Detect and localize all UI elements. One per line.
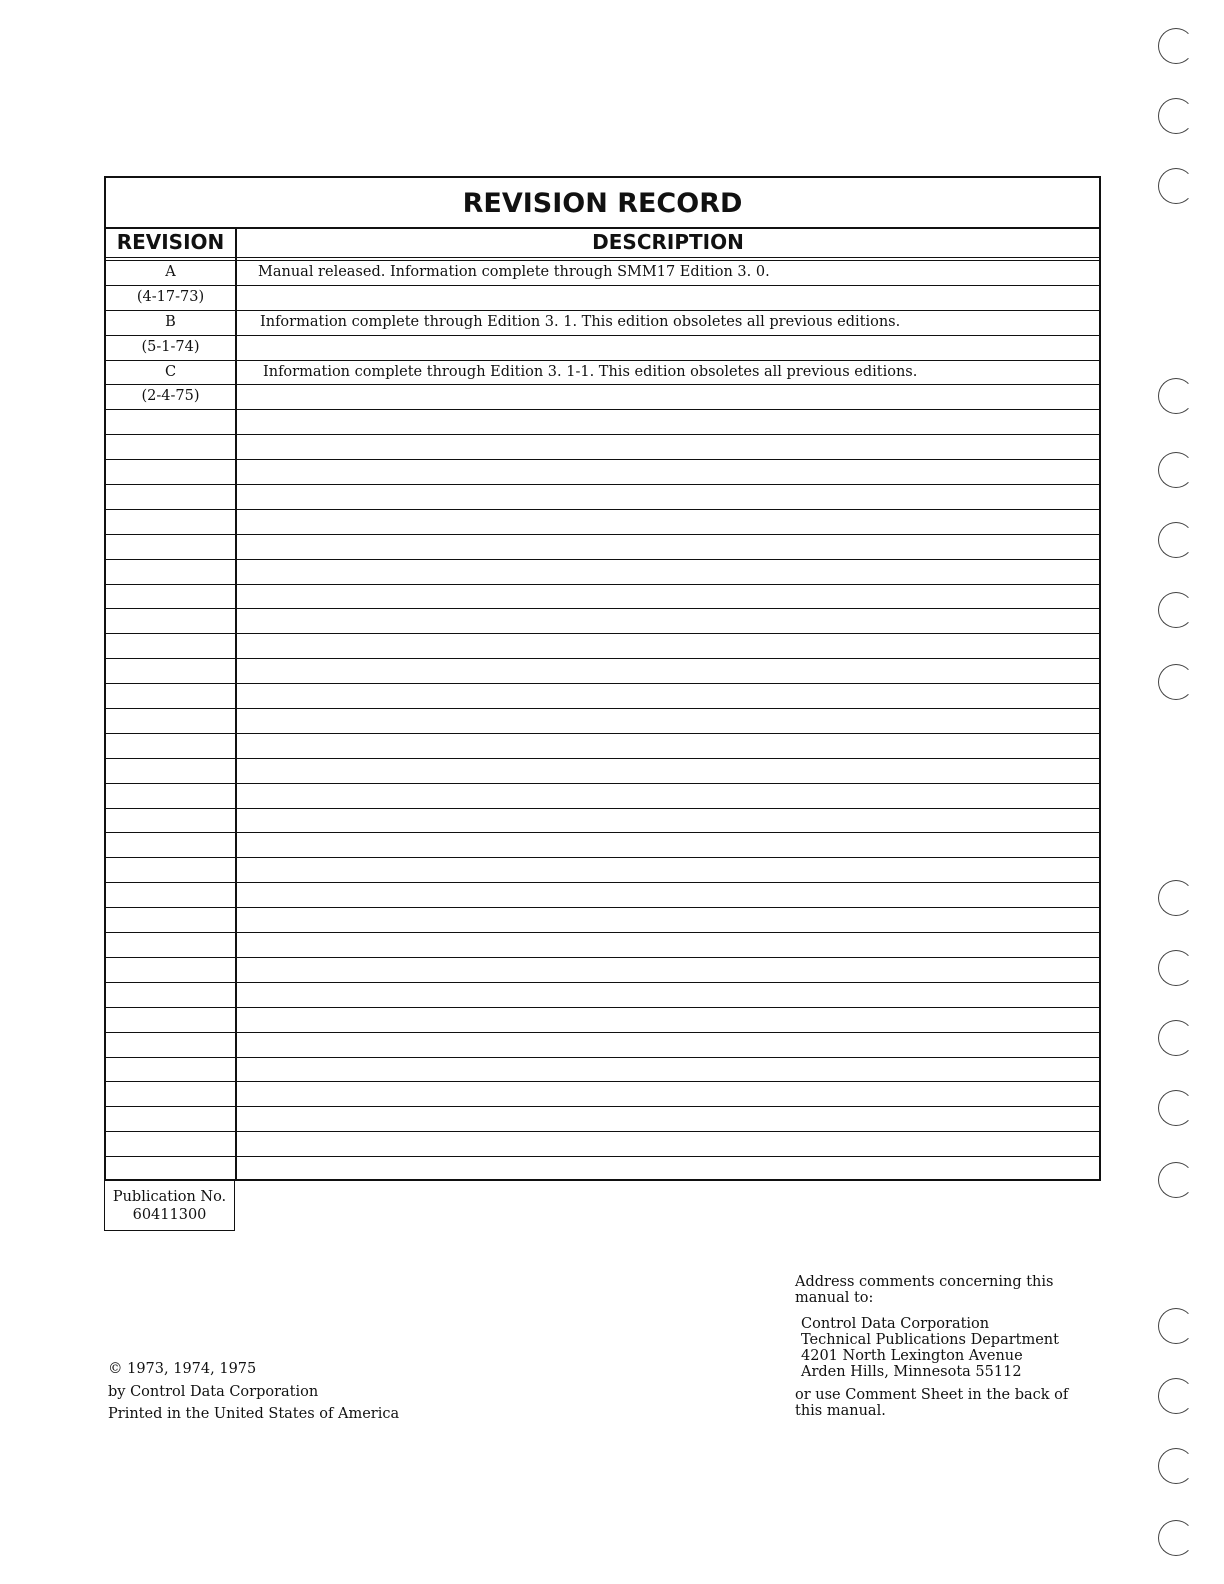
table-row [106, 1132, 1099, 1157]
table-row [106, 261, 1099, 286]
table-row [106, 784, 1099, 809]
table-row [106, 659, 1099, 684]
address-org: Control Data Corporation [801, 1316, 990, 1332]
binder-hole [1158, 452, 1194, 488]
table-row [106, 286, 1099, 311]
revision-cell: C [164, 363, 177, 380]
address-street: 4201 North Lexington Avenue [801, 1348, 1023, 1364]
mailing-address [801, 1316, 1115, 1380]
publication-number-box [104, 1181, 235, 1231]
binder-hole [1158, 592, 1194, 628]
binder-hole [1158, 98, 1194, 134]
binder-hole [1158, 28, 1194, 64]
binder-hole [1158, 1520, 1194, 1556]
table-row [106, 385, 1099, 410]
binder-hole [1158, 1090, 1194, 1126]
table-row [106, 311, 1099, 336]
revision-rows [106, 261, 1099, 1182]
description-column-header: DESCRIPTION [592, 230, 744, 254]
table-row [106, 958, 1099, 983]
table-row [106, 1157, 1099, 1182]
binder-hole [1158, 950, 1194, 986]
table-row [106, 410, 1099, 435]
revision-column-header: REVISION [116, 230, 225, 254]
table-row [106, 435, 1099, 460]
table-row [106, 336, 1099, 361]
publication-label: Publication No. [112, 1189, 227, 1205]
address-dept: Technical Publications Department [801, 1332, 1059, 1348]
table-row [106, 809, 1099, 834]
table-row [106, 535, 1099, 560]
table-row [106, 734, 1099, 759]
printed-in: Printed in the United States of America [108, 1406, 400, 1422]
address-city: Arden Hills, Minnesota 55112 [801, 1364, 1022, 1380]
copyright-block [108, 1358, 399, 1426]
binder-hole [1158, 378, 1194, 414]
revision-record-title: REVISION RECORD [106, 178, 1099, 229]
address-intro-line: Address comments concerning this [795, 1274, 1054, 1290]
binder-hole [1158, 168, 1194, 204]
table-row [106, 609, 1099, 634]
address-intro-line: manual to: [795, 1290, 874, 1306]
revision-cell: (4-17-73) [136, 288, 205, 305]
publication-number: 60411300 [132, 1207, 207, 1223]
binder-holes [1150, 0, 1210, 1584]
table-row [106, 361, 1099, 386]
table-row [106, 560, 1099, 585]
revision-cell: (2-4-75) [141, 388, 200, 405]
table-row [106, 1058, 1099, 1083]
table-row [106, 1107, 1099, 1132]
table-row [106, 833, 1099, 858]
table-row [106, 908, 1099, 933]
binder-hole [1158, 1448, 1194, 1484]
table-row [106, 983, 1099, 1008]
revision-record-table [104, 176, 1101, 1181]
table-row [106, 1082, 1099, 1107]
copyright-holder: by Control Data Corporation [108, 1383, 319, 1400]
binder-hole [1158, 880, 1194, 916]
table-row [106, 634, 1099, 659]
table-row [106, 1008, 1099, 1033]
table-row [106, 858, 1099, 883]
description-cell: Information complete through Edition 3. 1. This edition obsoletes all previous editions. [260, 313, 901, 330]
table-row [106, 1033, 1099, 1058]
table-row [106, 485, 1099, 510]
table-row [106, 460, 1099, 485]
table-row [106, 585, 1099, 610]
address-outro-line: this manual. [795, 1403, 886, 1419]
address-outro-line: or use Comment Sheet in the back of [795, 1387, 1069, 1403]
binder-hole [1158, 1020, 1194, 1056]
description-cell: Information complete through Edition 3. 1-1. This edition obsoletes all previous editions. [263, 363, 918, 380]
table-row [106, 883, 1099, 908]
table-row [106, 684, 1099, 709]
table-row [106, 933, 1099, 958]
revision-cell: B [165, 313, 176, 330]
address-block [795, 1274, 1115, 1419]
description-cell: Manual released. Information complete through SMM17 Edition 3. 0. [258, 264, 770, 280]
revision-cell: (5-1-74) [141, 338, 200, 355]
table-row [106, 759, 1099, 784]
binder-hole [1158, 1308, 1194, 1344]
binder-hole [1158, 1378, 1194, 1414]
table-row [106, 709, 1099, 734]
revision-cell: A [165, 264, 176, 280]
copyright-years: © 1973, 1974, 1975 [108, 1361, 257, 1377]
binder-hole [1158, 522, 1194, 558]
binder-hole [1158, 1162, 1194, 1198]
binder-hole [1158, 664, 1194, 700]
table-row [106, 510, 1099, 535]
